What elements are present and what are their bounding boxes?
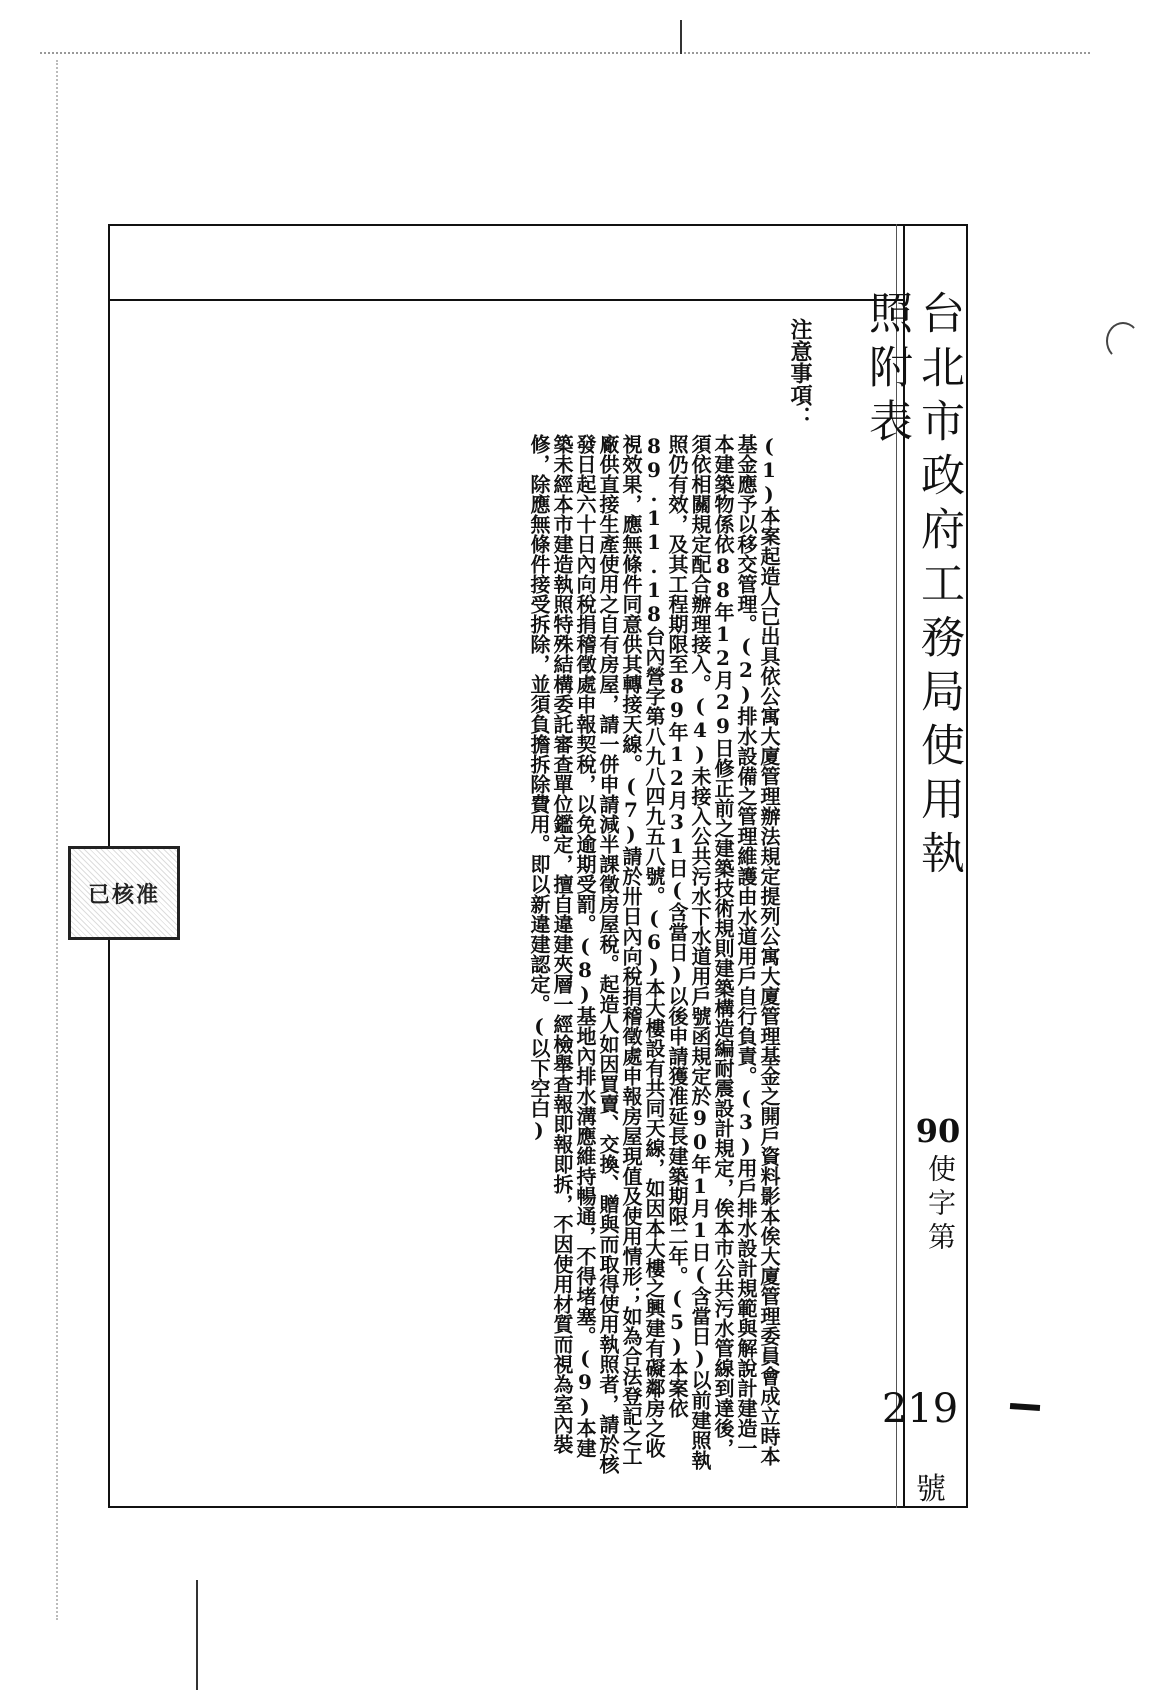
scan-mark — [196, 1580, 198, 1690]
code-characters: 使字第 — [924, 1154, 957, 1256]
notes-body: (1)本案起造人已出具依公寓大廈管理辦法規定提列公寓大廈管理基金之開戶資料影本俟大廈管理委員會成立時本基金應予以移交管理。(2)排水設備之管理維護由水道用戶自行負責。(3)用戶排水設計規範與解說計建造一本建築物係依88年12月29日修正前之建築技術規則建築構造編耐震設計規定，俟本市公共污水管線到達後，須依相關規定配合辦理接入。(4)未接入公共污水下水道用戶號函規定於90年1月1日(含當日)以前建照執照仍有效，及其工程期限至89年12月31日(含當日)以後申請獲准延長建築期限二年。(5)本案依89.11.18台內營字第八九八四九五八號。(6)本大樓設有共同天線，如因本大樓之興建有礙鄰房之收視效果，應無條件同意供其轉接天線。(7)請於卅日內向稅捐稽徵處申報房屋現值及使用情形；如為合法登記之工廠供直接生產使用之自有房屋，請一併申請減半課徵房屋稅。起造人如因買賣、交換、贈與而取得使用執照者，請於核發日起六十日內向稅捐稽徵處申報契稅，以免逾期受罰。(8)基地內排水溝應維持暢通，不得堵塞。(9)本建築未經本市建造執照特殊結構委託審查單位鑑定，擅自違建夾層一經檢舉查報即報即拆，不因使用材質而視為室內裝修，除應無條件接受拆除，並須負擔拆除費用。即以新違建認定。(以下空白) — [527, 434, 781, 1474]
code-number: 90 — [915, 1112, 961, 1150]
approval-stamp — [68, 846, 180, 940]
scan-left-border — [56, 60, 58, 1620]
scan-mark — [680, 20, 682, 54]
header-rule — [108, 299, 903, 301]
notes-heading: 注意事項： — [787, 318, 813, 428]
document-title: 台北市政府工務局使用執照附表 — [861, 290, 964, 884]
document-number-suffix: 號 — [916, 1472, 946, 1507]
pen-mark — [1010, 1403, 1040, 1411]
stamp-text: 已核准 — [87, 881, 160, 908]
document-number: 219 — [881, 1386, 959, 1432]
scan-top-border — [40, 52, 1090, 54]
pen-mark — [1106, 322, 1140, 360]
